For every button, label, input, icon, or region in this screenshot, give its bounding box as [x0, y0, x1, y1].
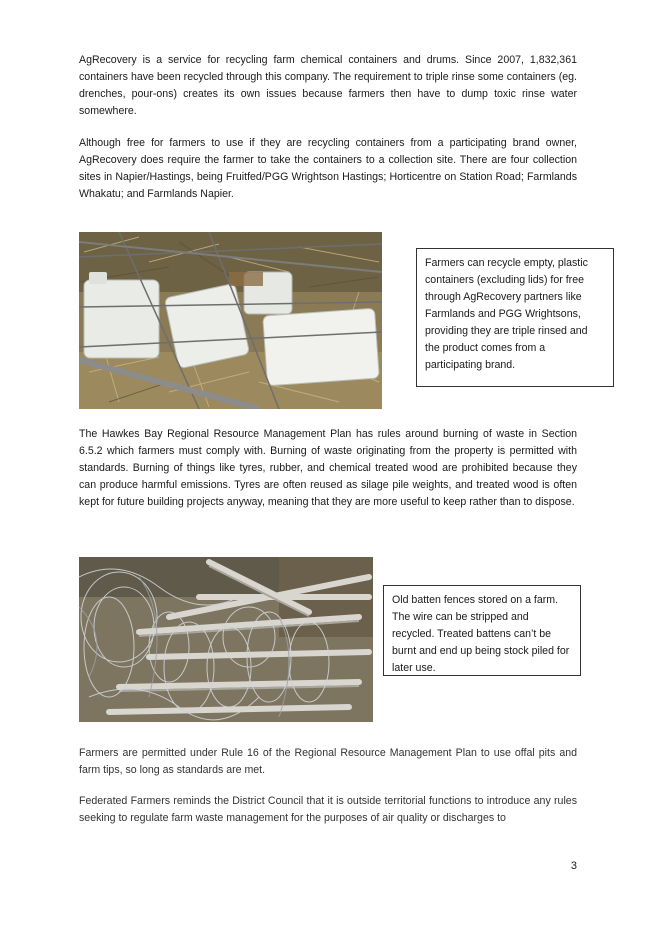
page-number: 3 — [570, 860, 577, 872]
caption-containers: Farmers can recycle empty, plastic containers (excluding lids) for free through AgRecovery partners like Farmlands and PGG Wrightsons, providing they are triple rinsed and the product comes from a participating brand. — [416, 248, 614, 387]
paragraph-federated-farmers: Federated Farmers reminds the District Council that it is outside territorial functions to introduce any rules seeking to regulate farm waste management for the purposes of air quality or discharges to — [79, 795, 577, 824]
paragraph-offal-pits: Farmers are permitted under Rule 16 of the Regional Resource Management Plan to use offal pits and farm tips, so long as standards are met. — [79, 747, 577, 776]
caption-batten-fences: Old batten fences stored on a farm. The wire can be stripped and recycled. Treated battens can’t be burnt and end up being stock piled for later use. — [383, 585, 581, 676]
paragraph-agrecovery: AgRecovery is a service for recycling farm chemical containers and drums. Since 2007, 1,832,361 containers have been recycled through this company. The requirement to triple rinse some containers (eg. drenches, pour-ons) creates its own issues because farmers then have to dump toxic rinse water somewhere. — [79, 54, 577, 117]
paragraph-collection-sites: Although free for farmers to use if they are recycling containers from a participating brand owner, AgRecovery does require the farmer to take the containers to a collection site. There are four collection sites in Napier/Hastings, being Fruitfed/PGG Wrightson Hastings; Horticentre on Station Road; Farmlands Whakatu; and Farmlands Napier. — [79, 137, 577, 200]
paragraph-burning-rules: The Hawkes Bay Regional Resource Management Plan has rules around burning of waste in Section 6.5.2 which farmers must comply with. Burning of waste originating from the property is permitted with standards. Burning of things like tyres, rubber, and chemical treated wood are prohibited because they can produce harmful emissions. Tyres are often reused as silage pile weights, and treated wood is often kept for future building projects anyway, meaning that they are more useful to keep rather than to dispose. — [79, 428, 577, 508]
photo-batten-fences — [79, 557, 373, 722]
photo-chemical-containers — [79, 232, 382, 409]
